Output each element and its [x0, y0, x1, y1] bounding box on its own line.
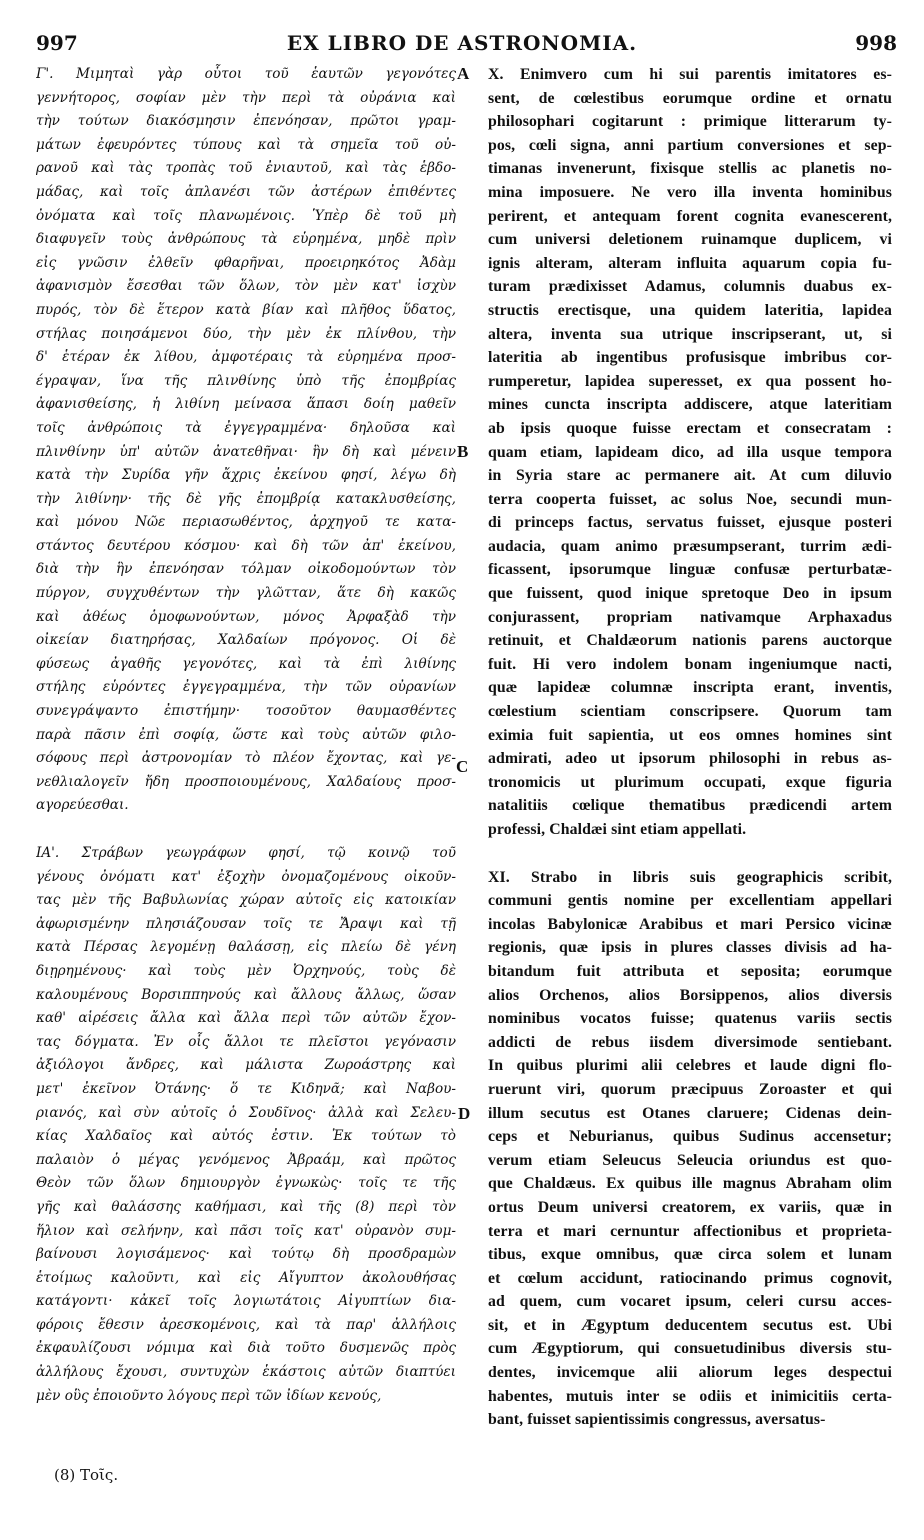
text-line: πύργον, συγχυθέντων τὴν γλῶτταν, ἅτε δὴ κακῶς — [36, 585, 456, 602]
text-line: κατὰ Πέρσας λεγομένῃ θαλάσσῃ, εἰς πλείω δὲ γένη — [36, 939, 456, 956]
text-line: βαίνουσι λογισάμενος· καὶ τούτῳ δὴ προσδραμὼν — [36, 1246, 456, 1263]
text-line: altera, inventa sua utrique inscripserant, ut, si — [488, 325, 892, 343]
text-line: natalitiis cœlique thematibus prædicendi artem — [488, 797, 892, 815]
latin-paragraph-2 — [488, 866, 892, 1432]
text-line: ficassent, ipsorumque linguæ confusæ perturbatæ- — [488, 561, 892, 579]
text-line: ad quem, cum vocaret ipsum, celeri cursu acces- — [488, 1293, 892, 1311]
text-line: οἰκείαν διατηρήσας, Χαλδαίων πρόγονος. Οἱ δὲ — [36, 632, 456, 649]
text-line: habentes, mutuis inter se odiis et inimicitiis certa- — [488, 1387, 892, 1405]
text-line: διὰ τὴν ἣν ἐπενόησαν τόλμαν οἰκοδομούντων τὸν — [36, 561, 456, 578]
text-line: addicti de rebus iisdem diversimode sentiebant. — [488, 1033, 892, 1051]
paragraph-gap — [36, 818, 456, 842]
text-line: conjurassent, propriam nativamque Arphaxadus — [488, 608, 892, 626]
text-line: γένους ὀνόματι κατ' ἐξοχὴν ὀνομαζομένους οἰκοῦν- — [36, 868, 456, 885]
margin-marker-a: A — [457, 64, 470, 83]
text-line: terra et mari cernuntur affectionibus et proprieta- — [488, 1222, 892, 1240]
text-line: que Chaldæus. Ex quibus ille magnus Abraham olim — [488, 1175, 892, 1193]
text-line: ριανός, καὶ σὺν αὐτοῖς ὁ Σουδῖνος· ἀλλὰ καὶ Σελευ- — [36, 1104, 456, 1121]
text-line: In quibus plurimi alii celebres et laude digni flo- — [488, 1057, 892, 1075]
text-line: que fuissent, quod inique spretoque Deo in ipsum — [488, 585, 892, 603]
text-line: ἀφανισμὸν ἔσεσθαι τῶν ὅλων, τὸν μὲν κατ' ἰσχὺν — [36, 278, 456, 295]
greek-paragraph-2 — [36, 842, 456, 1408]
text-line: professi, Chaldæi sint etiam appellati. — [488, 821, 747, 838]
text-line: στήλης εὑρόντες ἐγγεγραμμένα, τὴν τῶν οὐρανίων — [36, 679, 456, 696]
text-line: philosophari cogitarunt : primique litterarum ty- — [488, 113, 892, 131]
text-line: verum etiam Seleucus Seleucia oriundus est quo- — [488, 1151, 892, 1169]
text-line: παρὰ πᾶσιν ἐπὶ σοφίᾳ, ὥστε καὶ τοὺς αὐτῶν φιλο- — [36, 726, 456, 743]
text-line: φύσεως ἀγαθῆς γεγονότες, καὶ τὰ ἐπὶ λιθίνης — [36, 655, 456, 672]
text-line: μάτων ἐφευρόντες τύπους καὶ τὰ σημεῖα τοῦ οὐ- — [36, 136, 456, 153]
text-line: καὶ ἀθέως ὁμοφωνούντων, μόνος Ἀρφαξὰδ τὴν — [36, 608, 456, 625]
text-line: ἐκφαυλίζουσι νόμιμα καὶ διὰ τοῦτο δυσμενῶς πρὸς — [36, 1340, 456, 1357]
text-line: γεννήτορος, σοφίαν μὲν τὴν περὶ τὰ οὐράνια καὶ — [36, 89, 456, 106]
page-number-left: 997 — [36, 31, 78, 55]
text-line: ἀφωρισμένην πλησιάζουσαν τοῖς τε Ἄραψι καὶ τῇ — [36, 915, 456, 932]
text-line: ab ipsis quoque fuisse erectam et consecratam : — [488, 419, 892, 437]
margin-marker-c: C — [456, 757, 469, 776]
text-line: μὲν οὓς ἐποιοῦντο λόγους περὶ τῶν ἰδίων κενούς, — [36, 1387, 382, 1404]
text-line: cœlestium scientiam conscripsere. Quorum tam — [488, 703, 892, 721]
text-line: αγορεύεσθαι. — [36, 797, 129, 814]
text-line: nominibus vocatos fuisse; quatenus variis sectis — [488, 1010, 892, 1028]
text-line: cum Ægyptiorum, qui consuetudinibus diversis stu- — [488, 1340, 892, 1358]
text-line: bant, fuisset sapientissimis congressus, aversatus- — [488, 1411, 826, 1429]
text-line: in Syria stare ac permanere ait. At cum diluvio — [488, 467, 892, 485]
latin-column — [488, 63, 892, 1432]
text-line: ortus Deum universi creatorem, ex variis, quæ in — [488, 1198, 892, 1216]
text-line: έγραψαν, ἵνα τῆς πλινθίνης ὑπὸ τῆς ἐπομβρίας — [36, 372, 456, 389]
text-line: bitandum fuit attributa et seposita; eorumque — [488, 962, 892, 980]
text-line: στήλας ποιησάμενοι δύο, τὴν μὲν ἐκ πλίνθου, τὴν — [36, 325, 456, 342]
text-line: καλουμένους Βορσιππηνούς καὶ ἄλλους ἄλλως, ὥσαν — [36, 986, 456, 1003]
page-number-right: 998 — [855, 31, 897, 55]
text-line: ἀξιόλογοι ἄνδρες, καὶ μάλιστα Ζωροάστρης καὶ — [36, 1057, 456, 1074]
text-line: sent, de cœlestibus eorumque ordine et ornatu — [488, 89, 892, 107]
text-line: mines cuncta inscripta addiscere, atque lateritiam — [488, 396, 892, 414]
text-line: cum universi deletionem ruinamque duplicem, vi — [488, 231, 892, 249]
text-line: πλινθίνην ὑπ' αὐτῶν ἀνατεθῆναι· ἣν δὴ καὶ μένειν — [36, 443, 456, 460]
text-line: καθ' αἱρέσεις ἄλλα καὶ ἄλλα περὶ τῶν αὐτῶν ἔχον- — [36, 1010, 456, 1027]
text-line: τας δόγματα. Ἐν οἷς ἄλλοι τε πλεῖστοι γεγόνασιν — [36, 1033, 456, 1050]
text-line: μετ' ἐκεῖνον Ὀτάνης· ὅ τε Κιδηνᾶ; καὶ Ναβου- — [36, 1080, 456, 1097]
text-line: ΙΑ'. Στράβων γεωγράφων φησί, τῷ κοινῷ τοῦ — [36, 845, 456, 861]
text-line: tronomicis ut plurimum occupati, exque figuria — [488, 773, 892, 791]
greek-column — [36, 63, 456, 1408]
text-line: ἀλλήλους ἔχουσι, συντυχὼν ἑκάστοις αὐτῶν διαπτύει — [36, 1364, 456, 1381]
text-line: ἥλιον καὶ σελήνην, καὶ πᾶσι τοῖς κατ' οὐρανὸν συμ- — [36, 1222, 456, 1239]
footnote: (8) Τοῖς. — [54, 1466, 119, 1484]
text-line: καὶ μόνου Νῶε περιασωθέντος, ἀρχηγοῦ τε κατα- — [36, 514, 456, 531]
text-line: perirent, et antequam forent cognita evanescerent, — [488, 207, 892, 225]
text-line: XI. Strabo in libris suis geographicis scribit, — [488, 868, 892, 886]
text-line: alios Orchenos, alios Borsippenos, alios diversis — [488, 986, 892, 1004]
text-line: turam prædixisset Adamus, columnis duabus ex- — [488, 278, 892, 296]
text-line: Θεὸν τῶν ὅλων δημιουργὸν ἐγνωκὼς· τοῖς τε τῆς — [36, 1175, 456, 1192]
text-line: ἀφανισθείσης, ἡ λιθίνη μείνασα ἅπασι δοίη μαθεῖν — [36, 396, 456, 413]
text-line: ruerunt viri, quorum præcipuus Zoroaster et qui — [488, 1080, 892, 1098]
text-line: illum secutus est Otanes claruere; Cidenas dein- — [488, 1104, 892, 1122]
text-line: fuit. Hi vero indolem bonam ingeniumque nacti, — [488, 655, 892, 673]
text-line: dentes, invicemque alii aliorum leges despectui — [488, 1364, 892, 1382]
text-line: rumperetur, lapidea superesset, ex qua possent ho- — [488, 372, 892, 390]
text-line: ρανοῦ καὶ τὰς τροπὰς τοῦ ἐνιαυτοῦ, καὶ τὰς ἑβδο- — [36, 160, 456, 177]
text-line: admirati, adeo ut ipsorum philosophi in rebus as- — [488, 750, 892, 768]
text-line: audacia, quam animo præsumpserant, turrim ædi- — [488, 537, 892, 555]
text-line: τὴν λιθίνην· τῆς δὲ γῆς ἐπομβρίᾳ κατακλυσθείσης, — [36, 490, 456, 507]
text-line: et cœlum accidunt, ratiocinando primus cognovit, — [488, 1269, 892, 1287]
text-line: regionis, quæ ipsis in plures classes divisis ad ha- — [488, 939, 892, 957]
text-line: διαφυγεῖν τοὺς ἀνθρώπους τὰ εὑρημένα, μηδὲ πρὶν — [36, 231, 456, 248]
margin-marker-b: B — [457, 442, 469, 461]
text-line: στάντος δευτέρου κόσμου· καὶ δὴ τῶν ἀπ' ἐκείνου, — [36, 537, 456, 554]
text-line: κίας Χαλδαῖος καὶ αὐτός ἐστιν. Ἐκ τούτων τὸ — [36, 1128, 456, 1145]
text-line: εἰς γνῶσιν ἐλθεῖν φθαρῆναι, προειρηκότος Ἀδὰμ — [36, 254, 456, 271]
text-line: ignis alteram, alteram influita aquarum copia fu- — [488, 254, 892, 272]
text-line: μάδας, καὶ τοῖς ἀπλανέσι τῶν ἀστέρων ἐπιθέντες — [36, 183, 456, 200]
text-line: terra cooperta fuisset, ac solus Noe, secundi mun- — [488, 490, 892, 508]
text-line: pos, cœli signa, anni partium conversiones et sep- — [488, 136, 892, 154]
text-line: retinuit, et Chaldæorum nationis parens auctorque — [488, 632, 892, 650]
text-line: quæ lapideæ columnæ inscripta erant, inventis, — [488, 679, 892, 697]
text-line: φόροις ἔθεσιν ἀρεσκομένοις, καὶ τὰ παρ' ἀλλήλοις — [36, 1316, 456, 1333]
text-line: γῆς καὶ θαλάσσης καθήμασι, καὶ τῆς (8) περὶ τὸν — [36, 1198, 456, 1215]
text-line: eximia fuit sapientia, ut eos omnes homines sint — [488, 726, 892, 744]
text-line: τοῖς ἀνθρώποις τὰ ἐγγεγραμμένα· δηλοῦσα καὶ — [36, 419, 456, 436]
text-line: structis erectisque, una quidem lateritia, lapidea — [488, 301, 892, 319]
text-line: διῃρημένους· καὶ τοὺς μὲν Ὀρχηνούς, τοὺς δὲ — [36, 962, 456, 979]
page-header — [0, 31, 924, 59]
text-line: ἑτοίμως καλοῦντι, καὶ εἰς Αἴγυπτον ἀκολουθήσας — [36, 1269, 456, 1286]
text-line: timanas invenerunt, fixisque stellis ac planetis no- — [488, 160, 892, 178]
latin-paragraph-1 — [488, 63, 892, 842]
greek-paragraph-1 — [36, 63, 456, 818]
text-line: X. Enimvero cum hi sui parentis imitatores es- — [488, 66, 892, 83]
text-line: lateritia ab ingentibus profusisque imbribus cor- — [488, 349, 892, 367]
text-line: ὀνόματα καὶ τοῖς πλανωμένοις. Ὑπὲρ δὲ τοῦ μὴ — [36, 207, 456, 224]
text-line: sit, et in Ægyptum deducentem secutus est. Ubi — [488, 1316, 892, 1334]
text-line: συνεγράψαντο ἐπιστήμην· τοσοῦτον θαυμασθέντες — [36, 703, 456, 720]
text-line: τας μὲν τῆς Βαβυλωνίας χώραν αὐτοῖς εἰς κατοικίαν — [36, 892, 456, 909]
text-line: tibus, exque omnibus, quæ circa solem et lunam — [488, 1246, 892, 1264]
text-line: mina imposuere. Ne vero illa inventa hominibus — [488, 183, 892, 201]
text-line: incolas Babylonicæ Arabibus et mari Persico vicinæ — [488, 915, 892, 933]
running-title: EX LIBRO DE ASTRONOMIA. — [286, 31, 638, 55]
text-line: νεθλιαλογεῖν ἤδη προσποιουμένους, Χαλδαίους προσ- — [36, 773, 456, 790]
text-line: ceps et Neburianus, quibus Sudinus accensetur; — [488, 1128, 892, 1146]
margin-marker-d: D — [458, 1104, 471, 1123]
text-line: δ' ἑτέραν ἐκ λίθου, ἀμφοτέραις τὰ εὑρημένα προσ- — [36, 349, 456, 366]
text-line: πυρός, τὸν δὲ ἕτερον κατὰ βίαν καὶ πλῆθος ὕδατος, — [36, 301, 456, 318]
text-line: di princeps factus, servatus fuisset, ejusque posteri — [488, 514, 892, 532]
text-line: σόφους περὶ ἀστρονομίαν τὸ πλέον ἔχοντας, καὶ γε- — [36, 750, 456, 767]
text-line: παλαιὸν ὁ μέγας γενόμενος Ἀβραάμ, καὶ πρῶτος — [36, 1151, 456, 1168]
text-line: quam etiam, lapideam dico, ad illa usque tempora — [488, 443, 892, 461]
text-line: communi gentis nomine per excellentiam appellari — [488, 892, 892, 910]
text-line: κατὰ τὴν Συρίδα γῆν ἄχρις ἐκείνου φησί, λέγω δὴ — [36, 467, 456, 484]
text-line: τὴν τούτων διακόσμησιν ἐπενόησαν, πρῶτοι γραμ- — [36, 113, 456, 130]
text-line: κατάγοντι· κἀκεῖ τοῖς λογιωτάτοις Αἰγυπτίων δια- — [36, 1293, 456, 1310]
paragraph-gap — [488, 842, 892, 866]
text-line: Γ'. Μιμηταὶ γὰρ οὗτοι τοῦ ἑαυτῶν γεγονότες — [36, 66, 456, 82]
